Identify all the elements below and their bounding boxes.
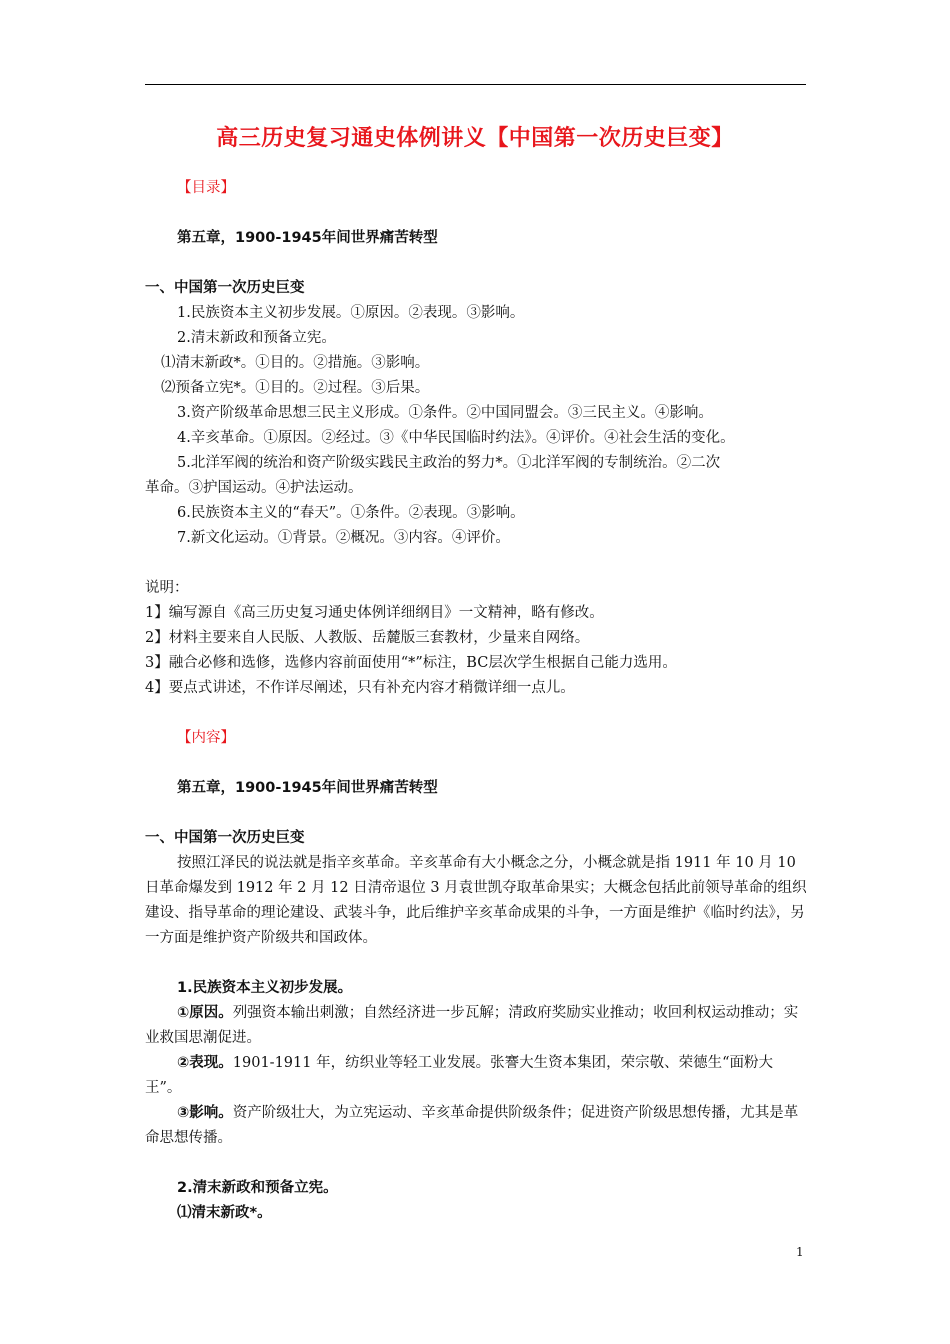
note-item: 4】要点式讲述，不作详尽阐述，只有补充内容才稍微详细一点儿。 bbox=[145, 680, 575, 696]
note-item: 2】材料主要来自人民版、人教版、岳麓版三套教材，少量来自网络。 bbox=[145, 630, 590, 646]
toc-item: 2.清末新政和预备立宪。 bbox=[177, 330, 336, 346]
subsection-point bbox=[145, 1001, 807, 1051]
toc-item: 5.北洋军阀的统治和资产阶级实践民主政治的努力*。①北洋军阀的专制统治。②二次 bbox=[177, 455, 721, 471]
note-item: 3】融合必修和选修，选修内容前面使用“*”标注，BC层次学生根据自己能力选用。 bbox=[145, 655, 677, 671]
point-label: ①原因。 bbox=[177, 1005, 233, 1021]
subsection-point bbox=[145, 1101, 807, 1151]
toc-chapter: 第五章，1900-1945年间世界痛苦转型 bbox=[177, 230, 438, 246]
point-label: ③影响。 bbox=[177, 1105, 233, 1121]
subsection-subtitle: ⑴清末新政*。 bbox=[177, 1205, 272, 1221]
content-chapter: 第五章，1900-1945年间世界痛苦转型 bbox=[177, 780, 438, 796]
point-text: 1901-1911 年，纺织业等轻工业发展。张謇大生资本集团，荣宗敬、荣德生“面粉大王”。 bbox=[145, 1055, 774, 1096]
subsection-title: 2.清末新政和预备立宪。 bbox=[177, 1180, 338, 1196]
toc-item: ⑴清末新政*。①目的。②措施。③影响。 bbox=[161, 355, 430, 371]
toc-item: 6.民族资本主义的“春天”。①条件。②表现。③影响。 bbox=[177, 505, 525, 521]
toc-item: 7.新文化运动。①背景。②概况。③内容。④评价。 bbox=[177, 530, 510, 546]
point-label: ②表现。 bbox=[177, 1055, 233, 1071]
toc-item: 革命。③护国运动。④护法运动。 bbox=[145, 480, 363, 496]
note-item: 1】编写源自《高三历史复习通史体例详细纲目》一文精神，略有修改。 bbox=[145, 605, 604, 621]
toc-item: ⑵预备立宪*。①目的。②过程。③后果。 bbox=[161, 380, 430, 396]
toc-item: 4.辛亥革命。①原因。②经过。③《中华民国临时约法》。④评价。④社会生活的变化。 bbox=[177, 430, 735, 446]
document-title: 高三历史复习通史体例讲义【中国第一次历史巨变】 bbox=[216, 126, 734, 151]
subsection-title: 1.民族资本主义初步发展。 bbox=[177, 980, 353, 996]
toc-item: 3.资产阶级革命思想三民主义形成。①条件。②中国同盟会。③三民主义。④影响。 bbox=[177, 405, 713, 421]
toc-section: 一、中国第一次历史巨变 bbox=[145, 280, 305, 296]
toc-label: 【目录】 bbox=[177, 180, 235, 196]
content-section: 一、中国第一次历史巨变 bbox=[145, 830, 305, 846]
point-text: 列强资本输出刺激；自然经济进一步瓦解；清政府奖励实业推动；收回利权运动推动；实业救国思潮促进。 bbox=[145, 1005, 799, 1046]
toc-item: 1.民族资本主义初步发展。①原因。②表现。③影响。 bbox=[177, 305, 525, 321]
document-body bbox=[145, 176, 807, 1226]
intro-paragraph: 按照江泽民的说法就是指辛亥革命。辛亥革命有大小概念之分，小概念就是指 1911 年 10 月 10 日革命爆发到 1912 年 2 月 12 日清帝退位 3 月袁世凯夺取革命果实；大概念包括此前领导革命的组织建设、指导革命的理论建设、武装斗争，此后维护辛亥革命成果的斗争，一方面是维护《临时约法》，另一方面是维护资产阶级共和国政体。 bbox=[145, 855, 807, 946]
subsection-point bbox=[145, 1051, 807, 1101]
point-text: 资产阶级壮大，为立宪运动、辛亥革命提供阶级条件；促进资产阶级思想传播，尤其是革命思想传播。 bbox=[145, 1105, 799, 1146]
header-rule bbox=[145, 84, 806, 85]
content-label: 【内容】 bbox=[177, 730, 235, 746]
notes-label: 说明： bbox=[145, 580, 189, 596]
page-number: 1 bbox=[796, 1245, 804, 1259]
